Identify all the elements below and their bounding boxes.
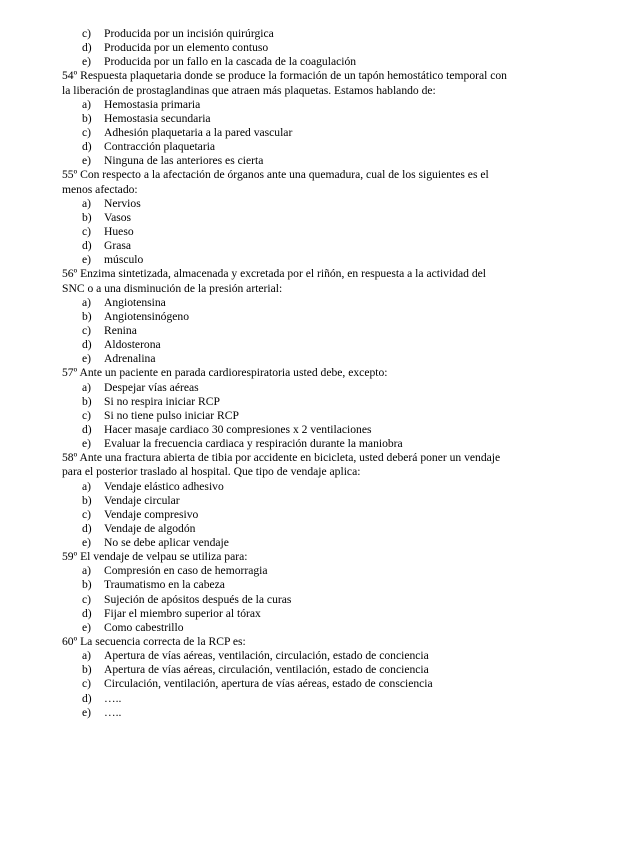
option-letter: a) xyxy=(82,380,92,394)
option-letter: b) xyxy=(82,663,92,677)
option-letter: a) xyxy=(82,479,92,493)
option xyxy=(62,663,562,677)
option xyxy=(62,621,562,635)
option xyxy=(62,607,562,621)
option-letter: d) xyxy=(82,691,92,705)
option xyxy=(62,112,562,126)
option-letter: c) xyxy=(82,125,92,139)
question-58 xyxy=(62,451,562,550)
question-text: 59º El vendaje de velpau se utiliza para: xyxy=(62,550,248,564)
option-letter: d) xyxy=(82,606,92,620)
option-letter: e) xyxy=(82,55,92,69)
option-text: Angiotensina xyxy=(104,295,166,309)
option-text: Vendaje compresivo xyxy=(104,507,199,521)
preceding-options xyxy=(62,27,562,69)
option-text: Vendaje circular xyxy=(104,493,180,507)
option xyxy=(62,692,562,706)
option xyxy=(62,395,562,409)
option xyxy=(62,677,562,691)
option xyxy=(62,494,562,508)
exam-document xyxy=(62,27,562,720)
option xyxy=(62,27,562,41)
option-text: Hemostasia secundaria xyxy=(104,111,211,125)
option-letter: e) xyxy=(82,154,92,168)
option xyxy=(62,437,562,451)
option xyxy=(62,253,562,267)
option-text: Producida por un incisión quirúrgica xyxy=(104,27,274,40)
option-letter: d) xyxy=(82,41,92,55)
option-text: Si no respira iniciar RCP xyxy=(104,394,220,408)
option-text: ….. xyxy=(104,691,122,705)
option-letter: c) xyxy=(82,592,92,606)
option xyxy=(62,649,562,663)
option-letter: b) xyxy=(82,493,92,507)
option xyxy=(62,352,562,366)
option-text: No se debe aplicar vendaje xyxy=(104,536,229,550)
option-text: Contracción plaquetaria xyxy=(104,140,216,154)
option-text: Hueso xyxy=(104,224,134,238)
question-text: 60º La secuencia correcta de la RCP es: xyxy=(62,635,246,649)
option-text: Grasa xyxy=(104,239,132,253)
option-letter: c) xyxy=(82,507,92,521)
option-letter: e) xyxy=(82,437,92,451)
option xyxy=(62,324,562,338)
option xyxy=(62,536,562,550)
option-text: Apertura de vías aéreas, ventilación, circulación, estado de conciencia xyxy=(104,649,429,663)
option-text: Fijar el miembro superior al tórax xyxy=(104,606,261,620)
option xyxy=(62,522,562,536)
option-letter: b) xyxy=(82,394,92,408)
option-letter: e) xyxy=(82,352,92,366)
question-text: para el posterior traslado al hospital. Que tipo de vendaje aplica: xyxy=(62,465,361,479)
option-text: Producida por un fallo en la cascada de la coagulación xyxy=(104,55,357,69)
option xyxy=(62,578,562,592)
question-text: menos afectado: xyxy=(62,182,138,196)
option-text: Circulación, ventilación, apertura de vías aéreas, estado de consciencia xyxy=(104,677,433,691)
option-text: Despejar vías aéreas xyxy=(104,380,199,394)
option xyxy=(62,154,562,168)
option xyxy=(62,296,562,310)
option-text: Sujeción de apósitos después de la curas xyxy=(104,592,292,606)
question-57 xyxy=(62,366,562,451)
option xyxy=(62,211,562,225)
question-59 xyxy=(62,550,562,635)
option-text: Aldosterona xyxy=(104,338,161,352)
option-letter: c) xyxy=(82,677,92,691)
option-letter: c) xyxy=(82,27,92,40)
option-letter: e) xyxy=(82,705,92,719)
option-text: Angiotensinógeno xyxy=(104,309,190,323)
option-letter: d) xyxy=(82,422,92,436)
option-text: Hacer masaje cardiaco 30 compresiones x 2 ventilaciones xyxy=(104,422,372,436)
question-text: 57º Ante un paciente en parada cardiorespiratoria usted debe, excepto: xyxy=(62,366,388,380)
option-text: Producida por un elemento contuso xyxy=(104,41,269,55)
question-60 xyxy=(62,635,562,720)
option xyxy=(62,140,562,154)
option-letter: d) xyxy=(82,140,92,154)
option-letter: a) xyxy=(82,564,92,578)
option-letter: a) xyxy=(82,295,92,309)
option-letter: a) xyxy=(82,97,92,111)
option-letter: e) xyxy=(82,253,92,267)
question-54 xyxy=(62,69,562,168)
option-text: Evaluar la frecuencia cardiaca y respiración durante la maniobra xyxy=(104,437,403,451)
option-text: Nervios xyxy=(104,196,141,210)
option-text: Traumatismo en la cabeza xyxy=(104,578,225,592)
question-55 xyxy=(62,168,562,267)
question-text: 55º Con respecto a la afectación de órganos ante una quemadura, cual de los siguientes es el xyxy=(62,168,489,182)
option xyxy=(62,41,562,55)
option-letter: a) xyxy=(82,196,92,210)
option-letter: b) xyxy=(82,111,92,125)
question-text: 54º Respuesta plaquetaria donde se produce la formación de un tapón hemostático temporal con xyxy=(62,69,507,83)
option-letter: e) xyxy=(82,536,92,550)
option-letter: c) xyxy=(82,224,92,238)
option xyxy=(62,197,562,211)
option-text: Vendaje elástico adhesivo xyxy=(104,479,224,493)
option-letter: b) xyxy=(82,210,92,224)
option xyxy=(62,508,562,522)
option xyxy=(62,310,562,324)
option-text: ….. xyxy=(104,705,122,719)
option xyxy=(62,126,562,140)
option-text: músculo xyxy=(104,253,144,267)
option-text: Adhesión plaquetaria a la pared vascular xyxy=(104,125,293,139)
question-56 xyxy=(62,267,562,366)
option xyxy=(62,706,562,720)
option xyxy=(62,409,562,423)
option xyxy=(62,423,562,437)
option-letter: d) xyxy=(82,338,92,352)
option-letter: d) xyxy=(82,521,92,535)
option-text: Renina xyxy=(104,323,137,337)
option-letter: e) xyxy=(82,620,92,634)
option-letter: b) xyxy=(82,578,92,592)
option-text: Hemostasia primaria xyxy=(104,97,201,111)
question-text: 56º Enzima sintetizada, almacenada y excretada por el riñón, en respuesta a la actividad del xyxy=(62,267,486,281)
option xyxy=(62,55,562,69)
option xyxy=(62,98,562,112)
question-text: la liberación de prostaglandinas que atraen más plaquetas. Estamos hablando de: xyxy=(62,83,436,97)
option xyxy=(62,480,562,494)
option-letter: d) xyxy=(82,239,92,253)
option-letter: c) xyxy=(82,408,92,422)
option-text: Apertura de vías aéreas, circulación, ventilación, estado de conciencia xyxy=(104,663,429,677)
option-text: Compresión en caso de hemorragia xyxy=(104,564,268,578)
option xyxy=(62,564,562,578)
option xyxy=(62,338,562,352)
option-text: Ninguna de las anteriores es cierta xyxy=(104,154,264,168)
option xyxy=(62,593,562,607)
option xyxy=(62,239,562,253)
option-letter: c) xyxy=(82,323,92,337)
option xyxy=(62,381,562,395)
option-text: Si no tiene pulso iniciar RCP xyxy=(104,408,239,422)
option-text: Vendaje de algodón xyxy=(104,521,196,535)
option-letter: a) xyxy=(82,649,92,663)
option xyxy=(62,225,562,239)
question-text: SNC o a una disminución de la presión arterial: xyxy=(62,281,283,295)
option-text: Adrenalina xyxy=(104,352,156,366)
option-text: Vasos xyxy=(104,210,132,224)
question-text: 58º Ante una fractura abierta de tibia por accidente en bicicleta, usted deberá poner un vendaje xyxy=(62,451,501,465)
option-letter: b) xyxy=(82,309,92,323)
option-text: Como cabestrillo xyxy=(104,620,184,634)
